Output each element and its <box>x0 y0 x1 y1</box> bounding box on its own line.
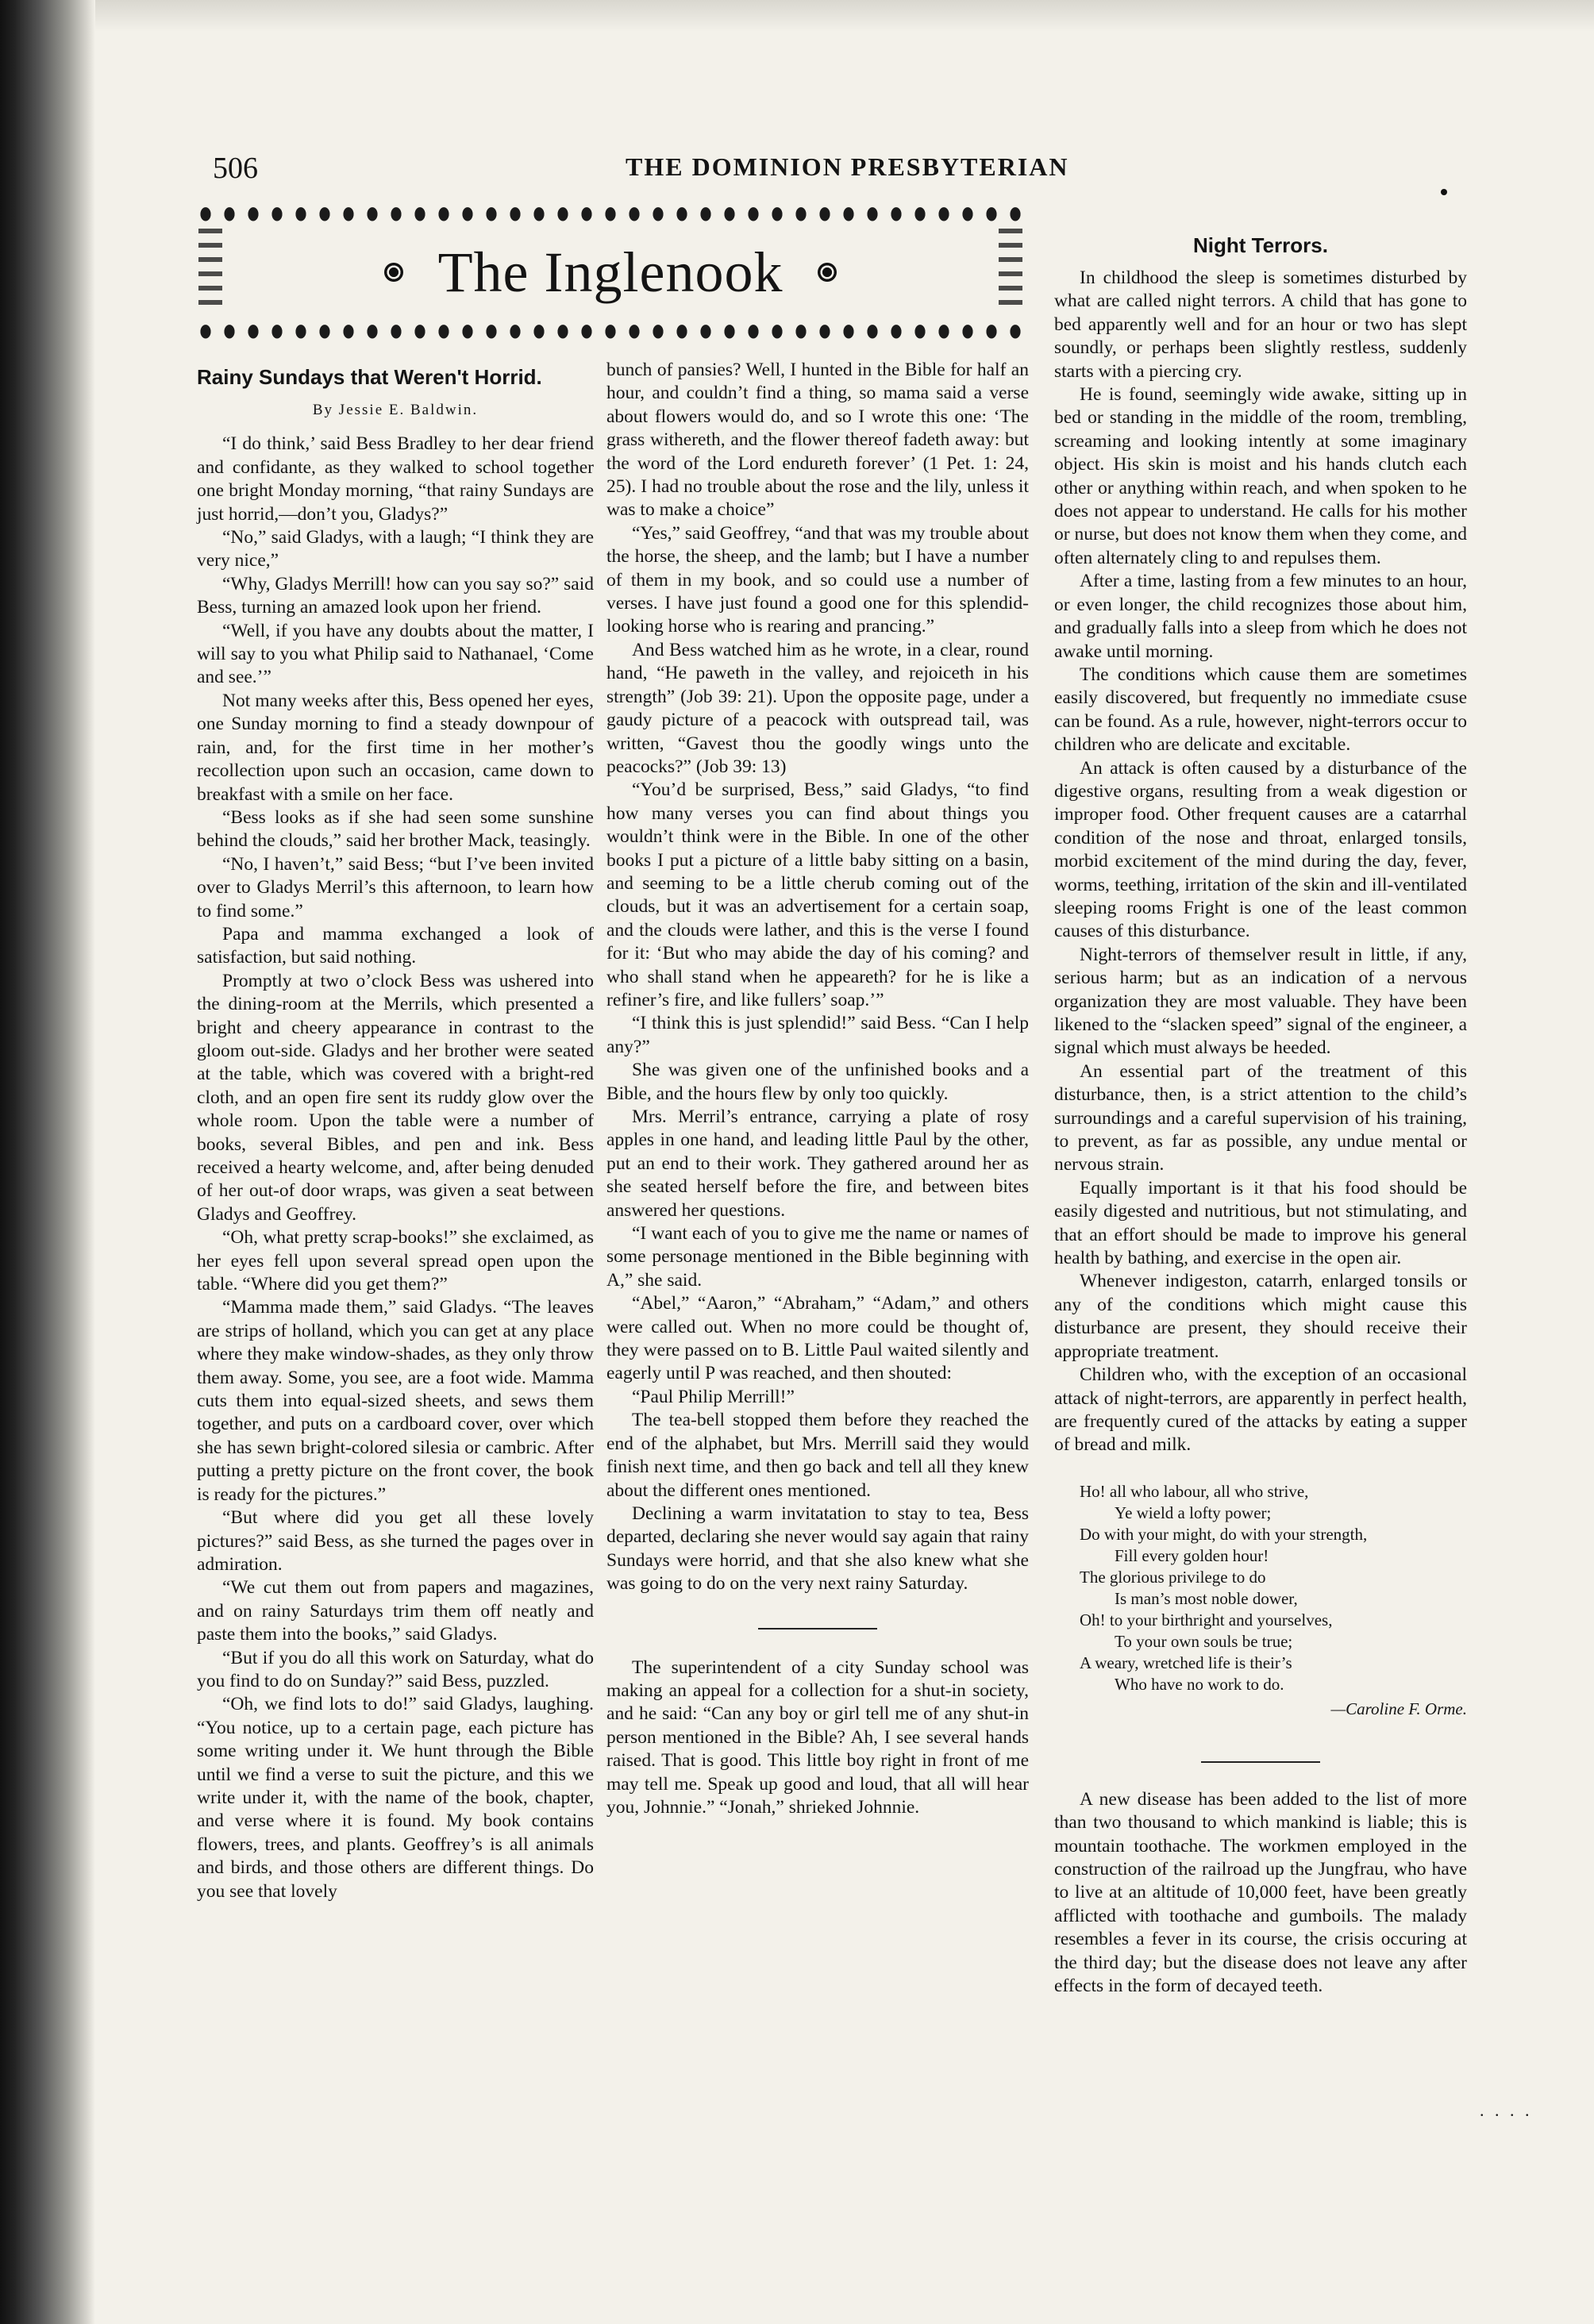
leaf-ornament-icon <box>670 316 694 344</box>
article-paragraph: The tea-bell stopped them before they reached the end of the alphabet, but Mrs. Merrill said they would finish next time, and then go back and tell all they knew about the different ones mentioned. <box>606 1410 1029 1501</box>
leaf-ornament-icon <box>218 198 241 227</box>
leaf-ornament-icon <box>313 316 337 344</box>
night-terrors-paragraph: Children who, with the exception of an occasional attack of night-terrors, are apparently in perfect health, are frequently cured of the attacks by eating a supper of bread and milk. <box>1054 1364 1467 1456</box>
leaf-ornament-icon <box>360 316 384 344</box>
leaf-ornament-icon <box>765 316 789 344</box>
poem-line: Do with your might, do with your strength, <box>1080 1524 1368 1544</box>
article-paragraph: “Paul Philip Merrill!” <box>632 1386 795 1407</box>
poem-line: Fill every golden hour! <box>1115 1545 1269 1565</box>
leaf-ornament-icon <box>313 198 337 227</box>
leaf-ornament-icon <box>980 198 1003 227</box>
ink-dot <box>1441 189 1447 195</box>
article-paragraph: And Bess watched him as he wrote, in a clear, round hand, “He paweth in the valley, and rejoiceth in his strength” (Job 39: 21). Upon the opposite page, under a gaudy picture of a peacock with outspread tail, was written, “Gavest thou the goodly wings unto the peacocks?” (Job 39: 13) <box>606 639 1029 777</box>
leaf-ornament-icon <box>908 316 932 344</box>
leaf-ornament-icon <box>980 316 1003 344</box>
rosette-right-icon <box>818 263 837 282</box>
leaf-ornament-icon <box>789 198 813 227</box>
leaf-ornament-icon <box>503 316 527 344</box>
leaf-ornament-icon <box>670 198 694 227</box>
article-paragraph: Declining a warm invitatation to stay to tea, Bess departed, declaring she never would say again that rainy Sundays were horrid, and that she also knew what she was going to do on the very next rainy Saturday. <box>606 1503 1029 1595</box>
leaf-ornament-icon <box>908 198 932 227</box>
leaf-ornament-icon <box>741 316 765 344</box>
poem <box>1080 1481 1467 1720</box>
section-title: The Inglenook <box>437 240 784 304</box>
leaf-ornament-icon <box>789 316 813 344</box>
night-terrors-paragraph: Night-terrors of themselver result in little, if any, serious harm; but as an indication of a nervous organization they are most valuable. They have been likened to the “slacken speed” signal of the engineer, a signal which must always be heeded. <box>1054 944 1467 1059</box>
section-divider-rule <box>1201 1761 1320 1763</box>
leaf-ornament-icon <box>956 198 980 227</box>
leaf-ornament-icon <box>408 198 432 227</box>
leaf-ornament-icon <box>456 198 479 227</box>
leaf-ornament-icon <box>861 316 884 344</box>
leaf-ornament-icon <box>884 198 908 227</box>
leaf-ornament-icon <box>527 316 551 344</box>
new-disease-item: A new disease has been added to the list of more than two thousand to which mankind is liable; this is mountain toothache. The workmen employed in the construction of the railroad up the Jungfrau, who have to live at an altitude of 10,000 feet, have been greatly afflicted with toothache and gumboils. The malady resembles a fever in its course, the crisis occuring at the third day; but the disease does not leave any after effects in the form of decayed teeth. <box>1054 1788 1467 1996</box>
article-paragraph: “Well, if you have any doubts about the matter, I will say to you what Philip said to Nathanael, ‘Come and see.’” <box>197 620 594 688</box>
poem-attribution: —Caroline F. Orme. <box>1330 1699 1467 1718</box>
ornamental-border-top <box>194 198 1027 227</box>
ink-dots: . . . . <box>1480 2100 1533 2120</box>
article-paragraph: “Yes,” said Geoffrey, “and that was my trouble about the horse, the sheep, and the lamb; but I have a number of them in my book, and so could use a number of verses. I have just found a good one for this splendid-looking horse who is rearing and prancing.” <box>606 522 1029 637</box>
night-terrors-title: Night Terrors. <box>1193 233 1328 257</box>
leaf-ornament-icon <box>718 198 741 227</box>
scan-binding-shadow <box>0 0 95 2324</box>
article-paragraph: “You’d be surprised, Bess,” said Gladys, “to find how many verses you can find about things you wouldn’t think were in the Bible. In one of the other books I put a picture of a little baby sitting on a basin, and seeming to be a little cherub coming out of the clouds, but it was an advertisement for a certain soap, and the clouds were lather, and this is the verse I found for it: ‘But who may abide the day of his coming? and who shall stand when he appeareth? for he is like a refiner’s fire, and like fullers’ soap.’” <box>606 779 1029 1010</box>
column-1 <box>197 364 594 1903</box>
column-3 <box>1054 232 1467 1998</box>
article-paragraph: “Oh, what pretty scrap-books!” she exclaimed, as her eyes fell upon several spread open upon the table. “Where did you get them?” <box>197 1227 594 1295</box>
leaf-ornament-icon <box>456 316 479 344</box>
night-terrors-paragraph: He is found, seemingly wide awake, sitting up in bed or standing in the middle of the room, trembling, screaming and looking intently at some imaginary object. His skin is moist and his hands clutch each other or anything within reach, and when spoken to he does not appear to understand. He calls for his mother or nurse, but does not know them when they come, and often alternately cling to and repulses them. <box>1054 384 1467 568</box>
running-header <box>213 151 1423 190</box>
article-paragraph: “Oh, we find lots to do!” said Gladys, laughing. “You notice, up to a certain page, each picture has some writing under it. We hunt through the Bible until we find a verse to suit the picture, and this we write under it, with the name of the book, chapter, and verse where it is found. My book contains flowers, trees, and plants. Geoffrey’s is all animals and birds, and those others are different things. Do you see that lovely <box>197 1694 594 1902</box>
night-terrors-paragraph: An essential part of the treatment of this disturbance, then, is a strict attention to the child’s surroundings and a careful supervision of his training, to prevent, as far as possible, any undue mental or nervous strain. <box>1054 1060 1467 1175</box>
article-paragraph: “But if you do all this work on Saturday, what do you find to do on Sunday?” said Bess, puzzled. <box>197 1647 594 1691</box>
journal-title: THE DOMINION PRESBYTERIAN <box>626 152 1069 181</box>
banner-title-row <box>194 230 1027 314</box>
leaf-ornament-icon <box>694 198 718 227</box>
leaf-ornament-icon <box>265 316 289 344</box>
leaf-ornament-icon <box>1003 198 1027 227</box>
article-paragraph: “No, I haven’t,” said Bess; “but I’ve been invited over to Gladys Merril’s this afternoon, to learn how to find some.” <box>197 853 594 922</box>
article-paragraph: Not many weeks after this, Bess opened her eyes, one Sunday morning to find a steady downpour of rain, and, for the first time in her mother’s recollection upon such an occasion, came down to breakfast with a smile on her face. <box>197 690 594 805</box>
leaf-ornament-icon <box>884 316 908 344</box>
leaf-ornament-icon <box>551 198 575 227</box>
leaf-ornament-icon <box>551 316 575 344</box>
leaf-ornament-icon <box>432 198 456 227</box>
poem-line: Who have no work to do. <box>1115 1674 1284 1694</box>
night-terrors-paragraph: An attack is often caused by a disturbance of the digestive organs, resulting from a weak digestion or improper food. Other frequent causes are a catarrhal condition of the nose and throat, enlarged tonsils, morbid excitement of the mind during the day, fever, worms, teething, irritation of the skin and ill-ventilated sleeping rooms Fright is one of the least common causes of this disturbance. <box>1054 757 1467 942</box>
poem-line: Ho! all who labour, all who strive, <box>1080 1481 1309 1501</box>
article-paragraph: “No,” said Gladys, with a laugh; “I think they are very nice,” <box>197 527 594 571</box>
leaf-ornament-icon <box>194 198 218 227</box>
night-terrors-paragraph: After a time, lasting from a few minutes to an hour, or even longer, the child recognizes those about him, and gradually falls into a sleep from which he does not awake until morning. <box>1054 571 1467 662</box>
article-paragraph: “Mamma made them,” said Gladys. “The leaves are strips of holland, which you can get at any place where they make window-shades, as they only throw them away. Some, you see, are a foot wide. Mamma cuts them into equal-sized sheets, and sews them together, and puts on a cardboard cover, over which she has sewn bright-colored silesia or cambric. After putting a pretty picture on the front cover, the book is ready for the pictures.” <box>197 1297 594 1505</box>
leaf-ornament-icon <box>694 316 718 344</box>
article-paragraph: “Abel,” “Aaron,” “Abraham,” “Adam,” and others were called out. When no more could be thought of, they were passed on to B. Little Paul waited silently and eagerly until P was reached, and then shouted: <box>606 1293 1029 1384</box>
leaf-ornament-icon <box>432 316 456 344</box>
article-paragraph: “But where did you get all these lovely pictures?” said Bess, as she turned the pages over in admiration. <box>197 1507 594 1575</box>
article-paragraph: “I do think,’ said Bess Bradley to her dear friend and confidante, as they walked to school together one bright Monday morning, “that rainy Sundays are just horrid,—don’t you, Gladys?” <box>197 433 594 525</box>
leaf-ornament-icon <box>932 316 956 344</box>
leaf-ornament-icon <box>241 198 265 227</box>
leaf-ornament-icon <box>337 316 360 344</box>
leaf-ornament-icon <box>384 316 408 344</box>
sunday-school-item: The superintendent of a city Sunday school was making an appeal for a collection for a shut-in society, and he said: “Can any boy or girl tell me of any shut-in person mentioned in the Bible? Ah, I see several hands raised. That is good. This little boy right in front of me may tell me. Speak up good and loud, that all will hear you, Johnnie.” “Jonah,” shrieked Johnnie. <box>606 1656 1029 1818</box>
leaf-ornament-icon <box>741 198 765 227</box>
leaf-ornament-icon <box>932 198 956 227</box>
leaf-ornament-icon <box>360 198 384 227</box>
leaf-ornament-icon <box>575 316 599 344</box>
article-paragraph: Papa and mamma exchanged a look of satisfaction, but said nothing. <box>197 923 594 968</box>
leaf-ornament-icon <box>241 316 265 344</box>
poem-line: Is man’s most noble dower, <box>1115 1588 1298 1608</box>
leaf-ornament-icon <box>599 316 622 344</box>
leaf-ornament-icon <box>479 198 503 227</box>
leaf-ornament-icon <box>575 198 599 227</box>
leaf-ornament-icon <box>813 316 837 344</box>
leaf-ornament-icon <box>861 198 884 227</box>
leaf-ornament-icon <box>646 316 670 344</box>
article-paragraph: She was given one of the unfinished books and a Bible, and the hours flew by only too quickly. <box>606 1060 1029 1104</box>
leaf-ornament-icon <box>837 198 861 227</box>
night-terrors-paragraph: Whenever indigeston, catarrh, enlarged tonsils or any of the conditions which might cause this disturbance are present, they should receive their appropriate treatment. <box>1054 1271 1467 1362</box>
leaf-ornament-icon <box>479 316 503 344</box>
article-paragraph: Mrs. Merril’s entrance, carrying a plate of rosy apples in one hand, and leading little Paul by the other, put an end to their work. They gathered around her as she seated herself before the fire, and between bites answered her questions. <box>606 1106 1029 1221</box>
leaf-ornament-icon <box>289 198 313 227</box>
leaf-ornament-icon <box>622 198 646 227</box>
page-number: 506 <box>213 152 258 185</box>
poem-line: Ye wield a lofty power; <box>1115 1503 1272 1522</box>
leaf-ornament-icon <box>956 316 980 344</box>
night-terrors-paragraph: In childhood the sleep is sometimes disturbed by what are called night terrors. A child that has gone to bed apparently well and for an hour or two has slept soundly, or perhaps been slightly restless, suddenly starts with a piercing cry. <box>1054 267 1467 382</box>
poem-line: Oh! to your birthright and yourselves, <box>1080 1610 1333 1629</box>
leaf-ornament-icon <box>527 198 551 227</box>
article-paragraph-continued: bunch of pansies? Well, I hunted in the Bible for half an hour, and couldn’t find a thing, so mama said a verse about flowers would do, and so I wrote this one: ‘The grass withereth, and the flower thereof fadeth away: but the word of the Lord endureth forever’ (1 Pet. 1: 24, 25). I had no trouble about the rose and the lily, unless it was to make a choice” <box>606 360 1029 521</box>
leaf-ornament-icon <box>599 198 622 227</box>
article-paragraph: “Bess looks as if she had seen some sunshine behind the clouds,” said her brother Mack, teasingly. <box>197 806 594 852</box>
leaf-ornament-icon <box>646 198 670 227</box>
night-terrors-paragraph: Equally important is it that his food should be easily digested and nutritious, but not stimulating, and that an effort should be made to improve his general health by bathing, and exercise in the open air. <box>1054 1177 1467 1269</box>
poem-line: The glorious privilege to do <box>1080 1567 1266 1587</box>
leaf-ornament-icon <box>837 316 861 344</box>
leaf-ornament-icon <box>622 316 646 344</box>
leaf-ornament-icon <box>503 198 527 227</box>
leaf-ornament-icon <box>384 198 408 227</box>
rosette-left-icon <box>384 263 403 282</box>
leaf-ornament-icon <box>408 316 432 344</box>
column-2 <box>606 359 1029 1819</box>
article-byline: By Jessie E. Baldwin. <box>312 402 479 418</box>
leaf-ornament-icon <box>265 198 289 227</box>
leaf-ornament-icon <box>1003 316 1027 344</box>
article-paragraph: “I want each of you to give me the name or names of some personage mentioned in the Bible beginning with A,” she said. <box>606 1223 1029 1291</box>
leaf-ornament-icon <box>718 316 741 344</box>
article-title: Rainy Sundays that Weren't Horrid. <box>197 365 542 389</box>
leaf-ornament-icon <box>337 198 360 227</box>
leaf-ornament-icon <box>813 198 837 227</box>
scan-top-shadow <box>0 0 1594 32</box>
article-paragraph: “I think this is just splendid!” said Bess. “Can I help any?” <box>606 1013 1029 1057</box>
section-banner <box>194 198 1027 341</box>
night-terrors-paragraph: The conditions which cause them are sometimes easily discovered, but frequently no immediate csuse can be found. As a rule, however, night-terrors occur to children who are delicate and excitable. <box>1054 664 1467 756</box>
article-paragraph: “Why, Gladys Merrill! how can you say so?” said Bess, turning an amazed look upon her friend. <box>197 573 594 618</box>
column-divider-rule <box>758 1628 877 1629</box>
leaf-ornament-icon <box>765 198 789 227</box>
ornamental-border-bottom <box>194 316 1027 344</box>
poem-line: To your own souls be true; <box>1115 1631 1293 1651</box>
poem-line: A weary, wretched life is their’s <box>1080 1653 1292 1672</box>
article-paragraph: “We cut them out from papers and magazines, and on rainy Saturdays trim them off neatly and paste them into the books,” said Gladys. <box>197 1577 594 1645</box>
article-paragraph: Promptly at two o’clock Bess was ushered into the dining-room at the Merrils, which presented a bright and cheery appearance in contrast to the gloom out-side. Gladys and her brother were seated at the table, which was covered with a bright-red cloth, and an open fire sent its ruddy glow over the whole room. Upon the table were a number of books, several Bibles, and pen and ink. Bess received a hearty welcome, and, after being denuded of her out-of door wraps, was given a seat between Gladys and Geoffrey. <box>197 970 594 1225</box>
leaf-ornament-icon <box>194 316 218 344</box>
leaf-ornament-icon <box>289 316 313 344</box>
leaf-ornament-icon <box>218 316 241 344</box>
